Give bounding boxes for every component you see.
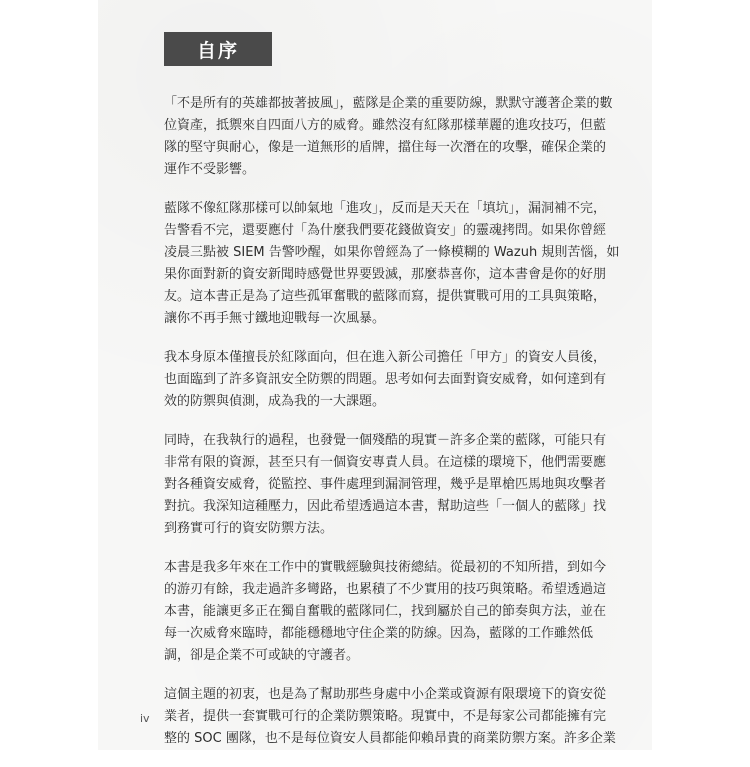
text-line: 位資產，抵禦來自四面八方的威脅。雖然沒有紅隊那樣華麗的進攻技巧，但藍 xyxy=(164,118,607,133)
text-line: 運作不受影響。 xyxy=(164,162,256,177)
text-line: 告警看不完，還要應付「為什麼我們要花錢做資安」的靈魂拷問。如果你曾經 xyxy=(164,223,607,238)
text-line: 這個主題的初衷，也是為了幫助那些身處中小企業或資源有限環境下的資安從 xyxy=(164,687,607,702)
text-line: 「不是所有的英雄都披著披風」，藍隊是企業的重要防線，默默守護著企業的數 xyxy=(164,96,613,111)
text-line: 業者，提供一套實戰可行的企業防禦策略。現實中，不是每家公司都能擁有完 xyxy=(164,709,607,724)
text-line: 也面臨到了許多資訊安全防禦的問題。思考如何去面對資安威脅，如何達到有 xyxy=(164,372,607,387)
text-line: 對抗。我深知這種壓力，因此希望透過這本書，幫助這些「一個人的藍隊」找 xyxy=(164,499,607,514)
text-line: 我本身原本僅擅長於紅隊面向，但在進入新公司擔任「甲方」的資安人員後， xyxy=(164,350,607,365)
text-line: 本書，能讓更多正在獨自奮戰的藍隊同仁，找到屬於自己的節奏與方法，並在 xyxy=(164,604,607,619)
text-line: 整的 SOC 團隊，也不是每位資安人員都能仰賴昂貴的商業防禦方案。許多企業 xyxy=(164,731,616,746)
text-line: 對各種資安威脅，從監控、事件處理到漏洞管理，幾乎是單槍匹馬地與攻擊者 xyxy=(164,477,607,492)
paragraph-1 xyxy=(164,93,613,181)
text-line: 到務實可行的資安防禦方法。 xyxy=(164,521,334,536)
text-line: 同時，在我執行的過程，也發覺一個殘酷的現實－許多企業的藍隊，可能只有 xyxy=(164,433,607,448)
paragraph-6 xyxy=(164,684,616,750)
book-page xyxy=(98,0,652,750)
text-line: 藍隊不像紅隊那樣可以帥氣地「進攻」，反而是天天在「填坑」，漏洞補不完， xyxy=(164,201,607,216)
page-number: iv xyxy=(140,712,150,725)
preface-body xyxy=(164,93,620,767)
text-line: 每一次威脅來臨時，都能穩穩地守住企業的防線。因為，藍隊的工作雖然低 xyxy=(164,626,594,641)
text-line: 的游刃有餘，我走過許多彎路，也累積了不少實用的技巧與策略。希望透過這 xyxy=(164,582,607,597)
text-line: 調，卻是企業不可或缺的守護者。 xyxy=(164,648,360,663)
chapter-title: 自序 xyxy=(164,32,272,66)
text-line: 讓你不再手無寸鐵地迎戰每一次風暴。 xyxy=(164,311,386,326)
text-line: 本書是我多年來在工作中的實戰經驗與技術總結。從最初的不知所措，到如今 xyxy=(164,560,607,575)
text-line: 隊的堅守與耐心，像是一道無形的盾牌，擋住每一次潛在的攻擊，確保企業的 xyxy=(164,140,607,155)
text-line: 果你面對新的資安新聞時感覺世界要毀滅，那麼恭喜你，這本書會是你的好朋 xyxy=(164,267,607,282)
text-line: 效的防禦與偵測，成為我的一大課題。 xyxy=(164,394,386,409)
text-line: 非常有限的資源，甚至只有一個資安專責人員。在這樣的環境下，他們需要應 xyxy=(164,455,607,470)
paragraph-4 xyxy=(164,430,607,540)
paragraph-2 xyxy=(164,198,620,330)
text-line: 友。這本書正是為了這些孤軍奮戰的藍隊而寫，提供實戰可用的工具與策略， xyxy=(164,289,607,304)
text-line: 凌晨三點被 SIEM 告警吵醒，如果你曾經為了一條模糊的 Wazuh 規則苦惱，如 xyxy=(164,245,620,260)
paragraph-5 xyxy=(164,557,607,667)
paragraph-3 xyxy=(164,347,607,413)
